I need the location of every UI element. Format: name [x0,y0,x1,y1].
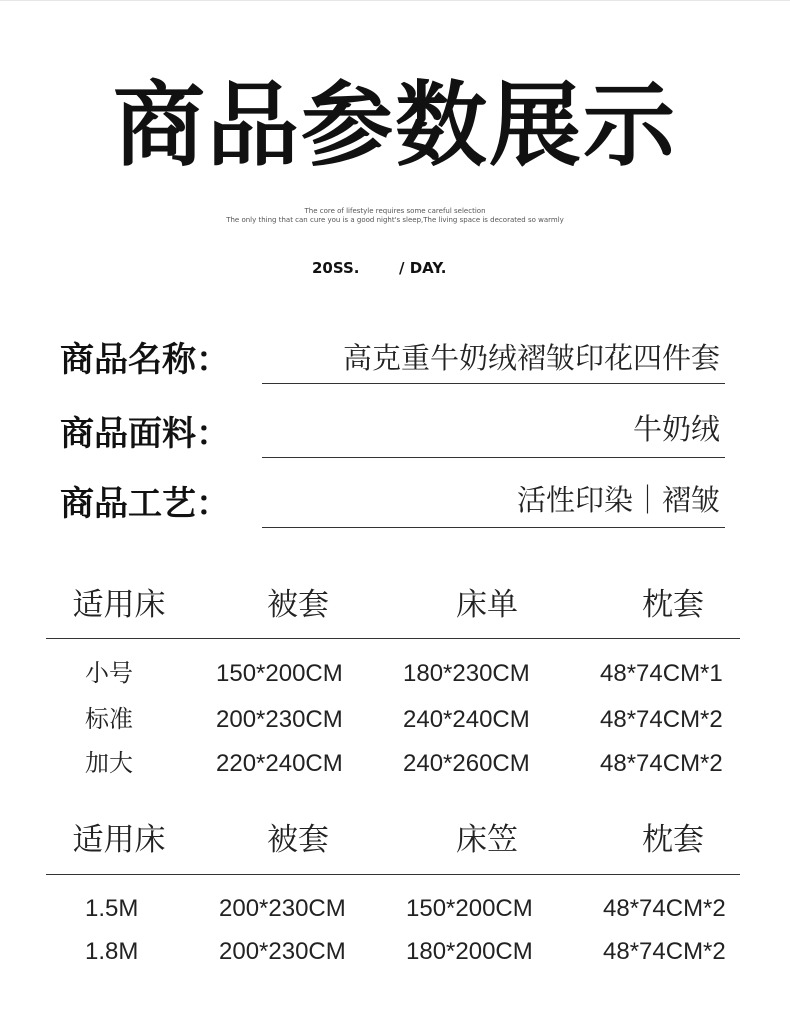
tagline-1: The core of lifestyle requires some careful selection [304,207,486,215]
table-header-duvet: 被套 [267,822,329,858]
table-cell: 1.8M [85,938,139,965]
table-header-sheet: 床单 [456,587,518,623]
param-label-craft: 商品工艺： [60,484,230,524]
table-header-bed: 适用床 [72,822,166,858]
table-header-pillowcase: 枕套 [642,587,704,623]
table-cell: 1.5M [85,895,139,922]
table-cell: 200*230CM [219,895,346,922]
table-cell: 180*230CM [403,660,530,687]
table-header-fitted-sheet: 床笠 [456,822,518,858]
table-cell: 240*260CM [403,750,530,777]
table-divider [46,638,740,639]
param-underline [262,383,725,384]
table-cell: 加大 [85,750,133,777]
table-header-pillowcase: 枕套 [642,822,704,858]
table-cell: 标准 [85,706,133,733]
table-header-duvet: 被套 [267,587,329,623]
day-label: / DAY. [399,259,447,277]
param-label-fabric: 商品面料： [60,414,230,454]
param-underline [262,527,725,528]
page-title: 商品参数展示 [112,72,677,179]
table-cell: 小号 [85,660,133,687]
param-value-name: 高克重牛奶绒褶皱印花四件套 [342,341,720,375]
table-cell: 220*240CM [216,750,343,777]
table-header-bed: 适用床 [72,587,166,623]
tagline-2: The only thing that can cure you is a good night's sleep,The living space is decorated so warmly [226,216,564,224]
season-label: 20SS. [312,259,360,277]
table-cell: 48*74CM*2 [603,938,726,965]
param-label-name: 商品名称： [60,340,230,380]
table-cell: 200*230CM [219,938,346,965]
table-cell: 150*200CM [406,895,533,922]
table-cell: 48*74CM*2 [600,750,723,777]
table-cell: 48*74CM*2 [600,706,723,733]
param-value-craft: 活性印染｜褶皱 [516,483,720,517]
table-cell: 240*240CM [403,706,530,733]
table-divider [46,874,740,875]
param-underline [262,457,725,458]
table-cell: 180*200CM [406,938,533,965]
table-cell: 150*200CM [216,660,343,687]
table-cell: 200*230CM [216,706,343,733]
param-value-fabric: 牛奶绒 [632,412,720,446]
table-cell: 48*74CM*1 [600,660,723,687]
top-divider [0,0,790,1]
table-cell: 48*74CM*2 [603,895,726,922]
